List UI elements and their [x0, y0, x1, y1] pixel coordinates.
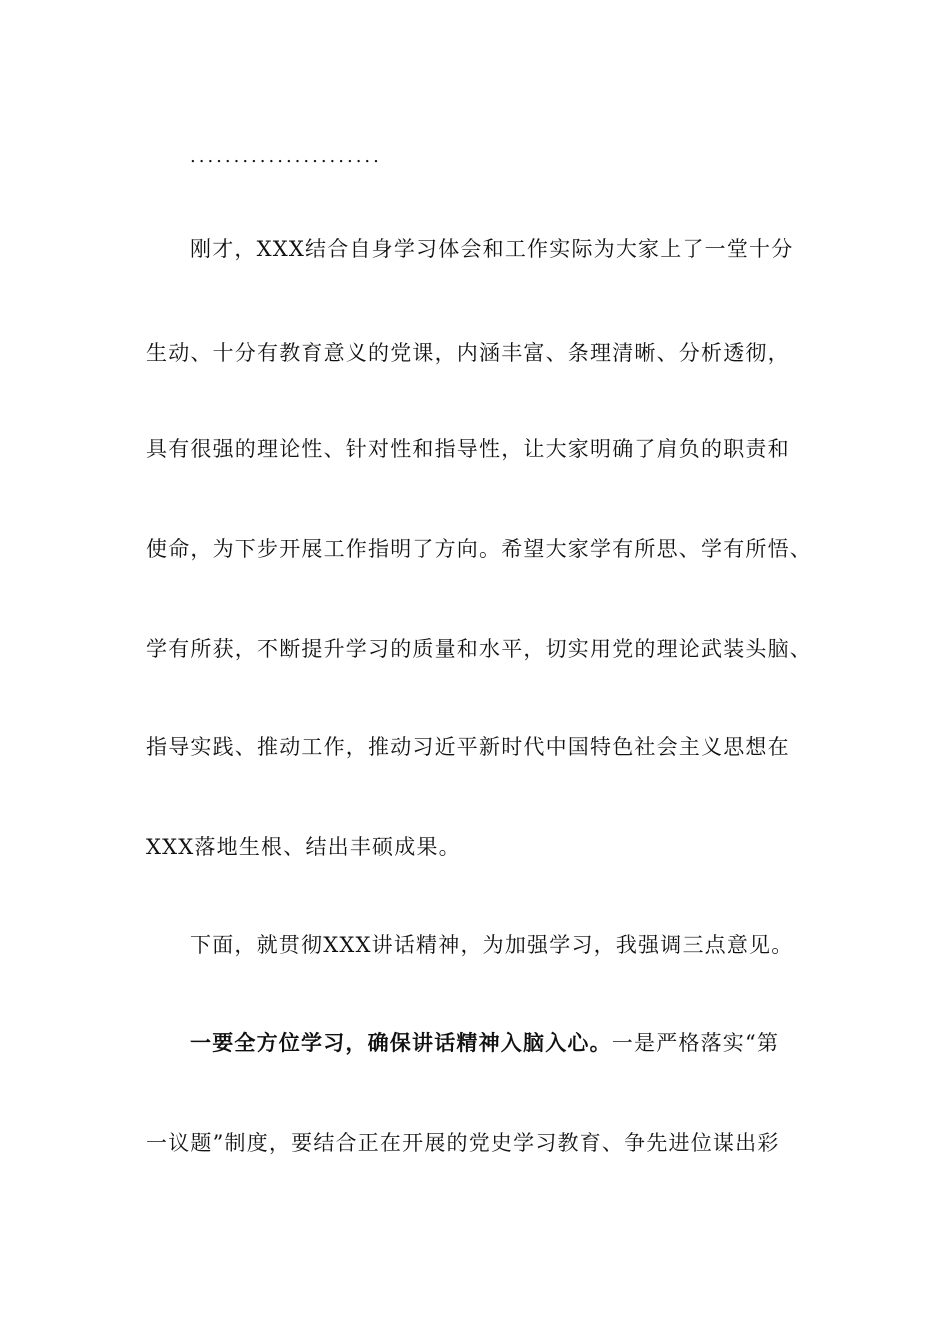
- paragraph-1-line-1: 刚才，XXX结合自身学习体会和工作实际为大家上了一堂十分: [190, 237, 794, 261]
- section-heading: 一要全方位学习，确保讲话精神入脑入心。: [190, 1030, 612, 1055]
- ellipsis-line: ......................: [190, 146, 382, 167]
- paragraph-1-line-6: 指导实践、推动工作，推动习近平新时代中国特色社会主义思想在: [146, 735, 790, 759]
- paragraph-1-line-4: 使命，为下步开展工作指明了方向。希望大家学有所思、学有所悟、: [146, 537, 812, 561]
- paragraph-3-line-1: [190, 1030, 779, 1056]
- paragraph-1-line-2: 生动、十分有教育意义的党课，内涵丰富、条理清晰、分析透彻，: [146, 341, 790, 365]
- paragraph-1-line-7: XXX落地生根、结出丰硕成果。: [146, 835, 461, 859]
- paragraph-1-line-5: 学有所获，不断提升学习的质量和水平，切实用党的理论武装头脑、: [146, 637, 812, 661]
- section-text: 一是严格落实“第: [611, 1031, 780, 1055]
- paragraph-3-line-2: 一议题”制度，要结合正在开展的党史学习教育、争先进位谋出彩: [146, 1131, 780, 1155]
- paragraph-1-line-3: 具有很强的理论性、针对性和指导性，让大家明确了肩负的职责和: [146, 437, 790, 461]
- paragraph-2-line-1: 下面，就贯彻XXX讲话精神，为加强学习，我强调三点意见。: [190, 933, 794, 957]
